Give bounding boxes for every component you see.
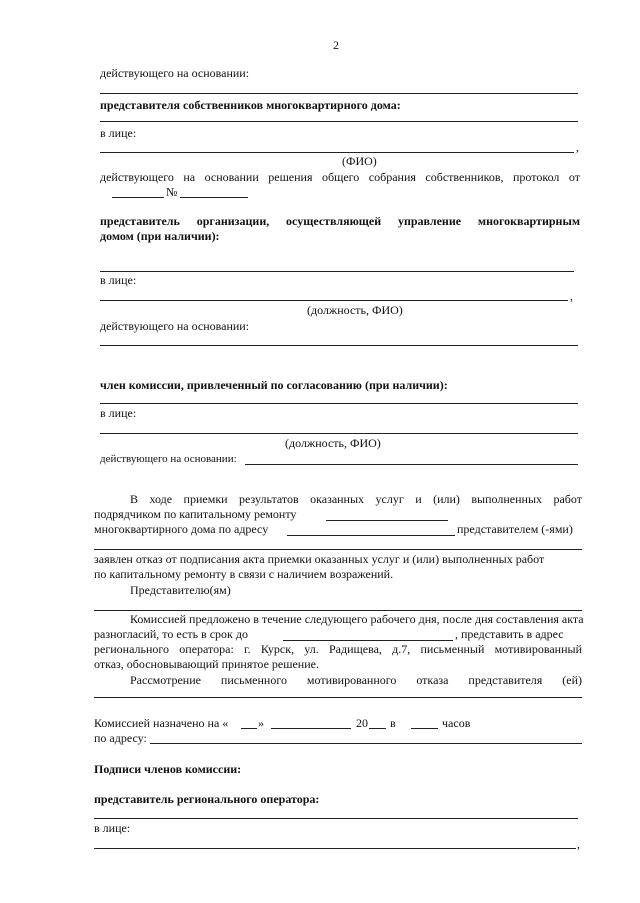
mgmt-org-basis-label: действующего на основании: xyxy=(100,319,250,333)
owners-in-person-label: в лице: xyxy=(100,126,137,140)
refusal-line3-right: представителем (-ями) xyxy=(457,522,573,536)
owners-fio-line xyxy=(100,152,574,153)
commission-member-caption: (должность, ФИО) xyxy=(285,436,381,450)
regional-operator-line xyxy=(94,818,578,819)
mgmt-org-person-line xyxy=(100,300,568,301)
proposal-line2-right: , представить в адрес xyxy=(455,627,564,641)
mgmt-org-in-person-label: в лице: xyxy=(100,273,137,287)
schedule-prefix: Комиссией назначено на « xyxy=(94,716,229,730)
acting-basis-label: действующего на основании: xyxy=(100,66,250,80)
owners-number-sign: № xyxy=(166,185,178,199)
schedule-hour-line xyxy=(411,728,438,729)
owners-comma: , xyxy=(576,140,579,154)
schedule-month-line xyxy=(271,728,351,729)
proposal-line1: Комиссией предложено в течение следующего рабочего дня, после дня составления акта xyxy=(130,612,584,626)
schedule-hours: часов xyxy=(442,716,471,730)
refusal-line3-left: многоквартирного дома по адресу xyxy=(94,522,269,536)
owners-protocol-date-line xyxy=(112,197,164,198)
schedule-year: 20 xyxy=(356,716,368,730)
refusal-address-line xyxy=(287,535,455,536)
proposal-line2-left: разногласий, то есть в срок до xyxy=(94,627,248,641)
refusal-contractor-line xyxy=(326,520,448,521)
commission-member-person-line xyxy=(100,433,578,434)
page-number: 2 xyxy=(333,38,339,52)
schedule-day-line xyxy=(241,728,257,729)
mgmt-org-basis-line xyxy=(100,345,578,346)
mgmt-org-comma: , xyxy=(570,289,573,303)
refusal-line2: подрядчиком по капитальному ремонту xyxy=(94,507,297,521)
mgmt-org-heading-line1: представитель организации, осуществляющей управление многоквартирным xyxy=(100,214,580,228)
proposal-line3: регионального оператора: г. Курск, ул. Радищева, д.7, письменный мотивированный xyxy=(94,642,582,656)
owners-fio-caption: (ФИО) xyxy=(342,154,377,168)
commission-member-in-person-label: в лице: xyxy=(100,406,137,420)
commission-member-basis-line xyxy=(245,464,578,465)
schedule-year-line xyxy=(369,728,386,729)
regional-operator-heading: представитель регионального оператора: xyxy=(94,792,320,806)
refusal-line4: заявлен отказ от подписания акта приемки оказанных услуг и (или) выполненных работ xyxy=(94,552,545,566)
proposal-line5: Рассмотрение письменного мотивированного отказа представителя (ей) xyxy=(130,673,582,687)
schedule-address-line xyxy=(150,743,582,744)
mgmt-org-line xyxy=(100,271,574,272)
regional-operator-comma: , xyxy=(577,837,580,851)
proposal-blank-line xyxy=(94,697,582,698)
proposal-deadline-line xyxy=(283,640,453,641)
regional-operator-in-person-label: в лице: xyxy=(94,821,131,835)
refusal-line1: В ходе приемки результатов оказанных услуг и (или) выполненных работ xyxy=(130,492,582,506)
commission-member-heading: член комиссии, привлеченный по согласованию (при наличии): xyxy=(100,378,448,392)
owners-basis-text: действующего на основании решения общего собрания собственников, протокол от xyxy=(100,170,580,184)
refusal-line5: по капитальному ремонту в связи с наличием возражений. xyxy=(94,567,394,581)
commission-member-line xyxy=(100,403,578,404)
representatives-line xyxy=(94,610,582,611)
commission-member-basis-label: действующего на основании: xyxy=(100,453,237,465)
acting-basis-line xyxy=(100,93,578,94)
schedule-close-quote: » xyxy=(258,716,264,730)
mgmt-org-caption: (должность, ФИО) xyxy=(307,303,403,317)
refusal-blank-line xyxy=(94,549,582,550)
regional-operator-person-line xyxy=(94,848,576,849)
owners-rep-line xyxy=(100,121,578,122)
schedule-address-label: по адресу: xyxy=(94,731,147,745)
signatures-heading: Подписи членов комиссии: xyxy=(94,762,242,776)
schedule-in-word: в xyxy=(390,716,396,730)
owners-rep-heading: представителя собственников многоквартирного дома: xyxy=(100,98,401,112)
owners-protocol-number-line xyxy=(180,197,248,198)
proposal-line4: отказ, обосновывающий принятое решение. xyxy=(94,657,319,671)
mgmt-org-heading-line2: домом (при наличии): xyxy=(100,229,220,243)
representatives-label: Представителю(ям) xyxy=(130,583,231,597)
